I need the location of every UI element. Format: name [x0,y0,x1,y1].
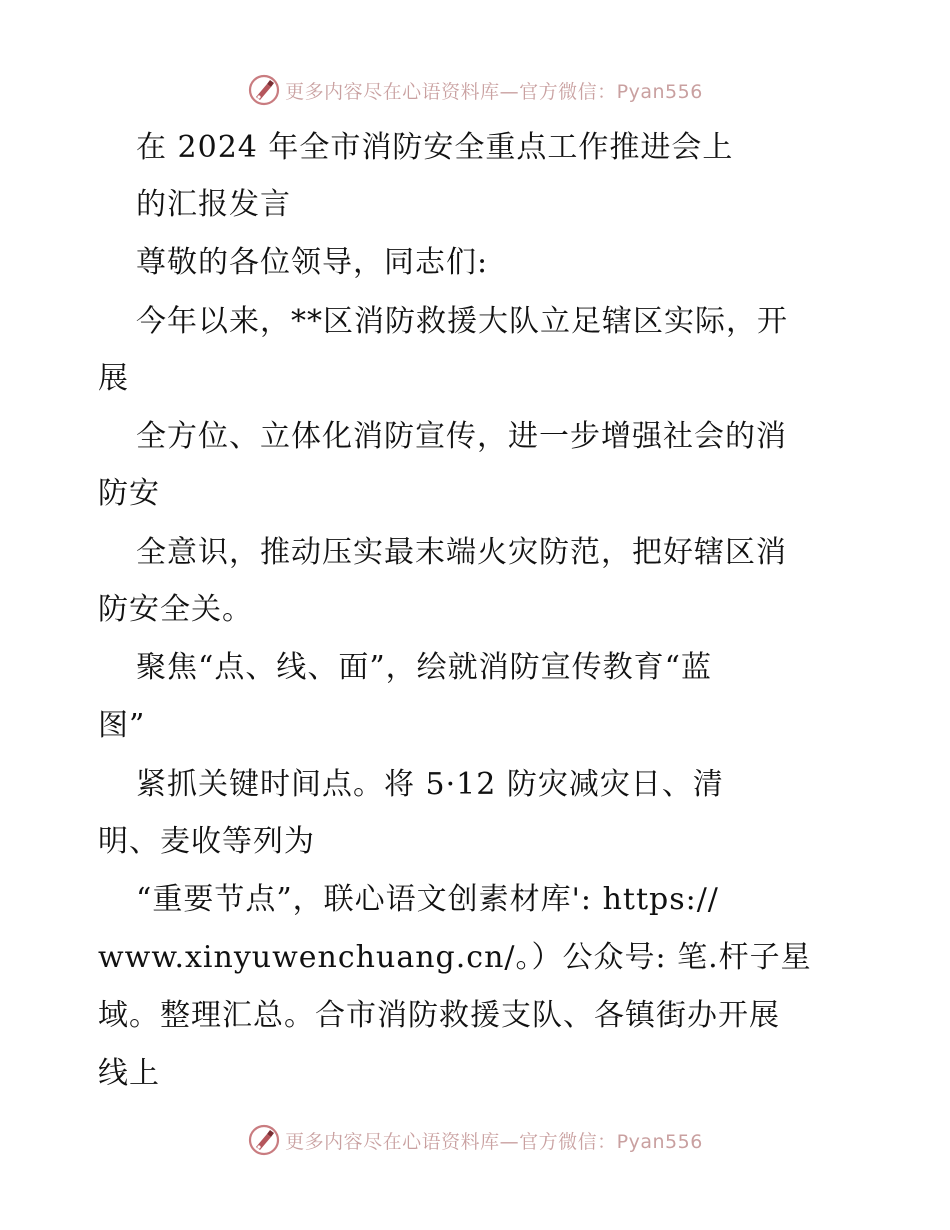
paragraph-line: 线上 [98,1056,160,1091]
paragraph-line: www.xinyuwenchuang.cn/。）公众号: 笔.杆子星 [98,940,812,975]
salutation: 尊敬的各位领导，同志们: [136,245,489,280]
footer-watermark-text: 更多内容尽在心语资料库—官方微信：Pyan556 [285,1130,703,1153]
paragraph-line: 紧抓关键时间点。将 5·12 防灾减灾日、清 [136,767,724,802]
title-line-2: 的汇报发言 [136,187,291,222]
paragraph-line: 全意识，推动压实最末端火灾防范，把好辖区消 [136,535,787,570]
paragraph-line: 全方位、立体化消防宣传，进一步增强社会的消 [136,419,787,454]
header-watermark-banner [0,70,950,110]
section-heading-line-2: 图” [98,708,146,743]
footer-watermark [247,1123,703,1157]
paragraph-line: 今年以来，**区消防救援大队立足辖区实际，开 [136,304,788,339]
header-watermark [247,73,703,107]
header-watermark-text: 更多内容尽在心语资料库—官方微信：Pyan556 [285,80,703,103]
paragraph-line: 防安全关。 [98,592,253,627]
paragraph-line: 域。整理汇总。合市消防救援支队、各镇街办开展 [98,998,780,1033]
footer-watermark-banner [0,1120,950,1160]
paragraph-line: “重要节点”，联心语文创素材库': https:// [136,882,719,917]
title-line-1: 在 2024 年全市消防安全重点工作推进会上 [136,130,734,165]
section-heading-line-1: 聚焦“点、线、面”，绘就消防宣传教育“蓝 [136,650,713,685]
paragraph-line: 展 [98,361,129,396]
paragraph-line: 防安 [98,476,160,511]
pen-nib-seal-icon [247,73,281,107]
pen-nib-seal-icon [247,1123,281,1157]
paragraph-line: 明、麦收等列为 [98,824,315,859]
